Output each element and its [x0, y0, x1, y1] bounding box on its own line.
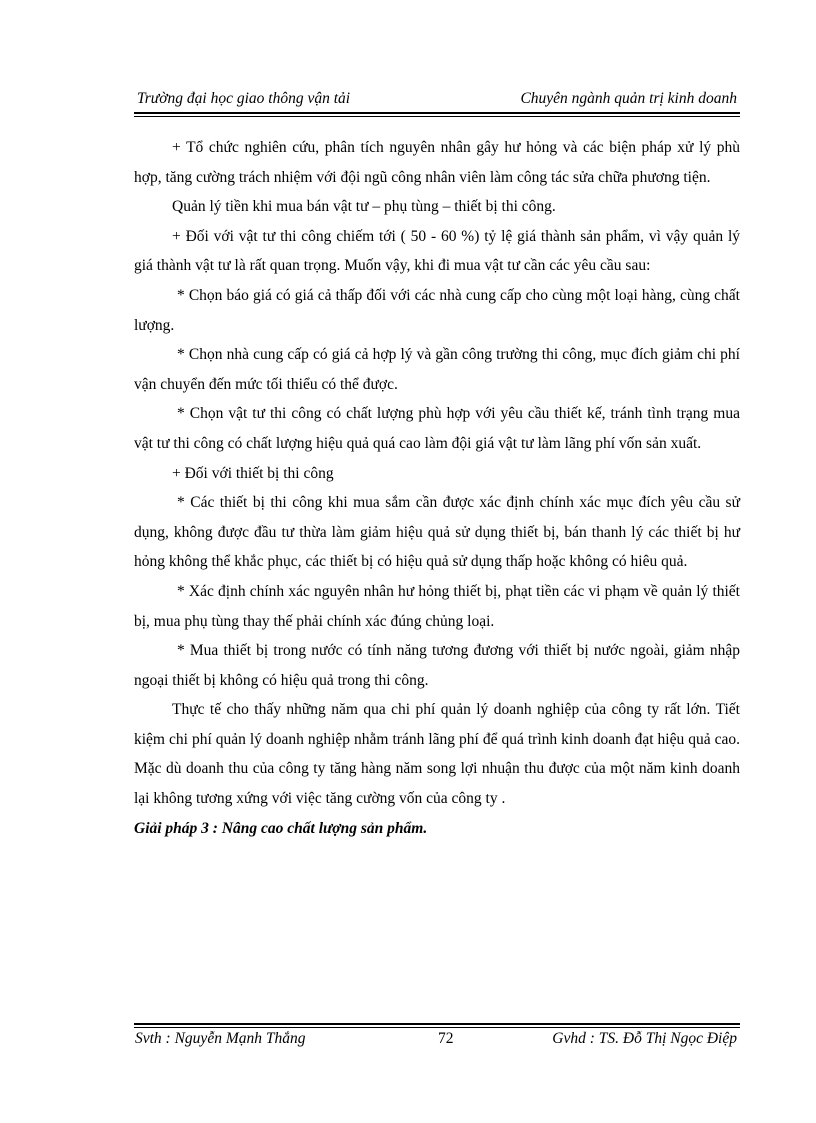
section-heading: Giải pháp 3 : Nâng cao chất lượng sản phẩm. [134, 819, 428, 837]
paragraph-domestic-equipment: * Mua thiết bị trong nước có tính năng tương đương với thiết bị nước ngoài, giảm nhập ngoại thiết bị không có hiệu quả trong thi công. [134, 642, 740, 689]
header-major: Chuyên ngành quản trị kinh doanh [520, 90, 737, 107]
paragraph-choose-supplier: * Chọn nhà cung cấp có giá cả hợp lý và gần công trường thi công, mục đích giảm chi phí vận chuyển đến mức tối thiểu có thể được. [134, 346, 740, 393]
paragraph-equipment-purchase: * Các thiết bị thi công khi mua sắm cần được xác định chính xác mục đích yêu cầu sử dụng, không được đầu tư thừa làm giảm hiệu quả sử dụng thiết bị, bán thanh lý các thiết bị hư hỏng không thể khắc phục, các thiết bị có hiệu quả sử dụng thấp hoặc không có hiêu quả. [134, 494, 740, 571]
paragraph-equipment: + Đối với thiết bị thi công [172, 464, 334, 482]
paragraph-choose-material: * Chọn vật tư thi công có chất lượng phù hợp với yêu cầu thiết kế, tránh tình trạng mua vật tư thi công có chất lượng hiệu quả quá cao làm đội giá vật tư làm lãng phí vốn sản xuất. [134, 405, 740, 452]
paragraph-repair-causes: + Tổ chức nghiên cứu, phân tích nguyên nhân gây hư hỏng và các biện pháp xử lý phù hợp, tăng cường trách nhiệm với đội ngũ công nhân viên làm công tác sửa chữa phương tiện. [134, 139, 740, 186]
paragraph-materials: + Đối với vật tư thi công chiếm tới ( 50 - 60 %) tỷ lệ giá thành sản phẩm, vì vậy quản lý giá thành vật tư là rất quan trọng. Muốn vậy, khi đi mua vật tư cần các yêu cầu sau: [134, 227, 740, 275]
footer-rule-thick [134, 1023, 740, 1025]
paragraph-equipment-damage: * Xác định chính xác nguyên nhân hư hỏng thiết bị, phạt tiền các vi phạm về quản lý thiết bị, mua phụ tùng thay thế phải chính xác đúng chủng loại. [134, 582, 740, 630]
header-rule-thick [134, 112, 740, 114]
footer-student: Svth : Nguyễn Mạnh Thắng [135, 1030, 306, 1047]
header-university: Trường đại học giao thông vận tải [137, 90, 351, 107]
footer-supervisor: Gvhd : TS. Đỗ Thị Ngọc Điệp [552, 1030, 737, 1047]
paragraph-management-cost: Thực tế cho thấy những năm qua chi phí quản lý doanh nghiệp của công ty rất lớn. Tiết kiệm chi phí quản lý doanh nghiệp nhằm tránh lãng phí để quá trình kinh doanh đạt hiệu quả cao. Mặc dù doanh thu của công ty tăng hàng năm song lợi nhuận thu được của một năm kinh doanh lại không tương xứng với việc tăng cường vốn của công ty . [134, 701, 740, 808]
header-rule-thin [134, 116, 740, 117]
document-body [134, 133, 740, 843]
paragraph-money-management: Quản lý tiền khi mua bán vật tư – phụ tùng – thiết bị thi công. [172, 198, 556, 216]
page-number: 72 [438, 1030, 454, 1047]
footer-rule-thin [134, 1027, 740, 1028]
paragraph-choose-quote: * Chọn báo giá có giá cả thấp đối với các nhà cung cấp cho cùng một loại hàng, cùng chất lượng. [134, 286, 740, 334]
